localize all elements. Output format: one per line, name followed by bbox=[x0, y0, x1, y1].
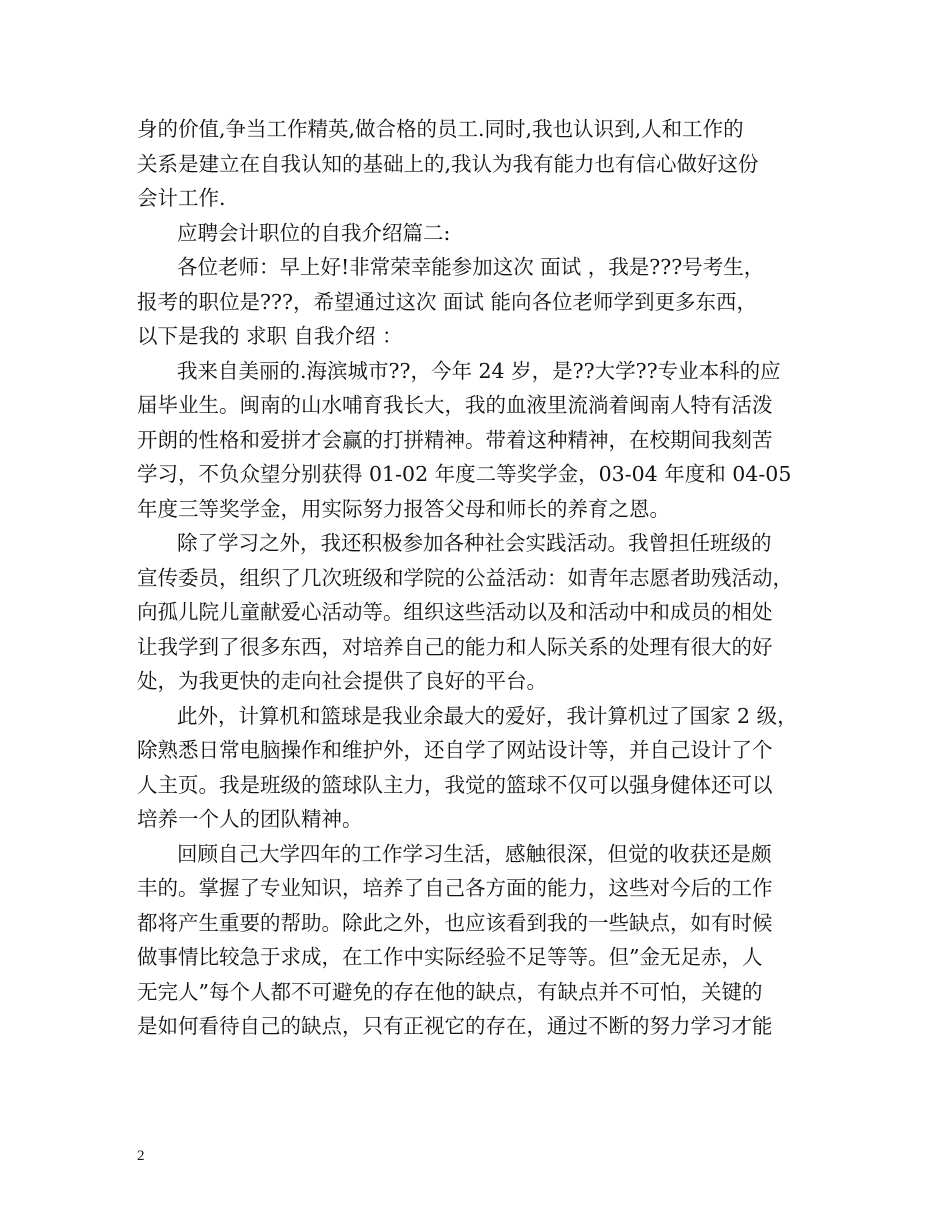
text-line: 做事情比较急于求成，在工作中实际经验不足等等。但”金无足赤，人 bbox=[137, 945, 763, 969]
text-line: 处，为我更快的走向社会提供了良好的平台。 bbox=[137, 669, 547, 693]
text-line: 报考的职位是???，希望通过这次 面试 能向各位老师学到更多东西， bbox=[137, 289, 758, 314]
text-line: 以下是我的 求职 自我介绍 ： bbox=[137, 324, 403, 348]
text-line: 是如何看待自己的缺点，只有正视它的存在，通过不断的努力学习才能 bbox=[137, 1014, 773, 1038]
text-line: 此外，计算机和篮球是我业余最大的爱好，我计算机过了国家 2 级， bbox=[177, 703, 798, 728]
text-line: 我来自美丽的.海滨城市??，今年 24 岁，是??大学??专业本科的应 bbox=[177, 358, 781, 383]
text-line: 会计工作. bbox=[137, 186, 226, 210]
text-line: 宣传委员，组织了几次班级和学院的公益活动：如青年志愿者助残活动， bbox=[137, 565, 793, 590]
document-body bbox=[137, 112, 827, 1044]
text-line: 培养一个人的团队精神。 bbox=[137, 807, 363, 831]
text-line: 关系是建立在自我认知的基础上的,我认为我有能力也有信心做好这份 bbox=[137, 151, 759, 176]
text-line: 开朗的性格和爱拼才会赢的打拼精神。带着这种精神，在校期间我刻苦 bbox=[137, 427, 773, 452]
text-line: 除了学习之外，我还积极参加各种社会实践活动。我曾担任班级的 bbox=[177, 531, 772, 555]
text-line: 人主页。我是班级的篮球队主力，我觉的篮球不仅可以强身健体还可以 bbox=[137, 772, 773, 797]
text-line: 向孤儿院儿童献爱心活动等。组织这些活动以及和活动中和成员的相处 bbox=[137, 600, 773, 624]
page-number: 2 bbox=[137, 1148, 145, 1164]
text-line: 学习，不负众望分别获得 01-02 年度二等奖学金，03-04 年度和 04-05 bbox=[137, 462, 792, 486]
text-line: 年度三等奖学金，用实际努力报答父母和师长的养育之恩。 bbox=[137, 496, 670, 521]
text-line: 身的价值,争当工作精英,做合格的员工.同时,我也认识到,人和工作的 bbox=[137, 117, 744, 141]
text-line: 各位老师：早上好!非常荣幸能参加这次 面试 ，我是???号考生， bbox=[177, 255, 765, 279]
text-line: 让我学到了很多东西，对培养自己的能力和人际关系的处理有很大的好 bbox=[137, 634, 773, 659]
text-line: 回顾自己大学四年的工作学习生活，感触很深，但觉的收获还是颇 bbox=[177, 841, 772, 866]
text-line: 丰的。掌握了专业知识，培养了自己各方面的能力，这些对今后的工作 bbox=[137, 876, 773, 900]
section-heading: 应聘会计职位的自我介绍篇二: bbox=[177, 220, 451, 245]
text-line: 届毕业生。闽南的山水哺育我长大，我的血液里流淌着闽南人特有活泼 bbox=[137, 393, 773, 417]
text-line: 都将产生重要的帮助。除此之外，也应该看到我的一些缺点，如有时候 bbox=[137, 910, 773, 935]
text-line: 除熟悉日常电脑操作和维护外，还自学了网站设计等，并自己设计了个 bbox=[137, 738, 773, 762]
text-line: 无完人”每个人都不可避免的存在他的缺点，有缺点并不可怕，关键的 bbox=[137, 979, 763, 1004]
